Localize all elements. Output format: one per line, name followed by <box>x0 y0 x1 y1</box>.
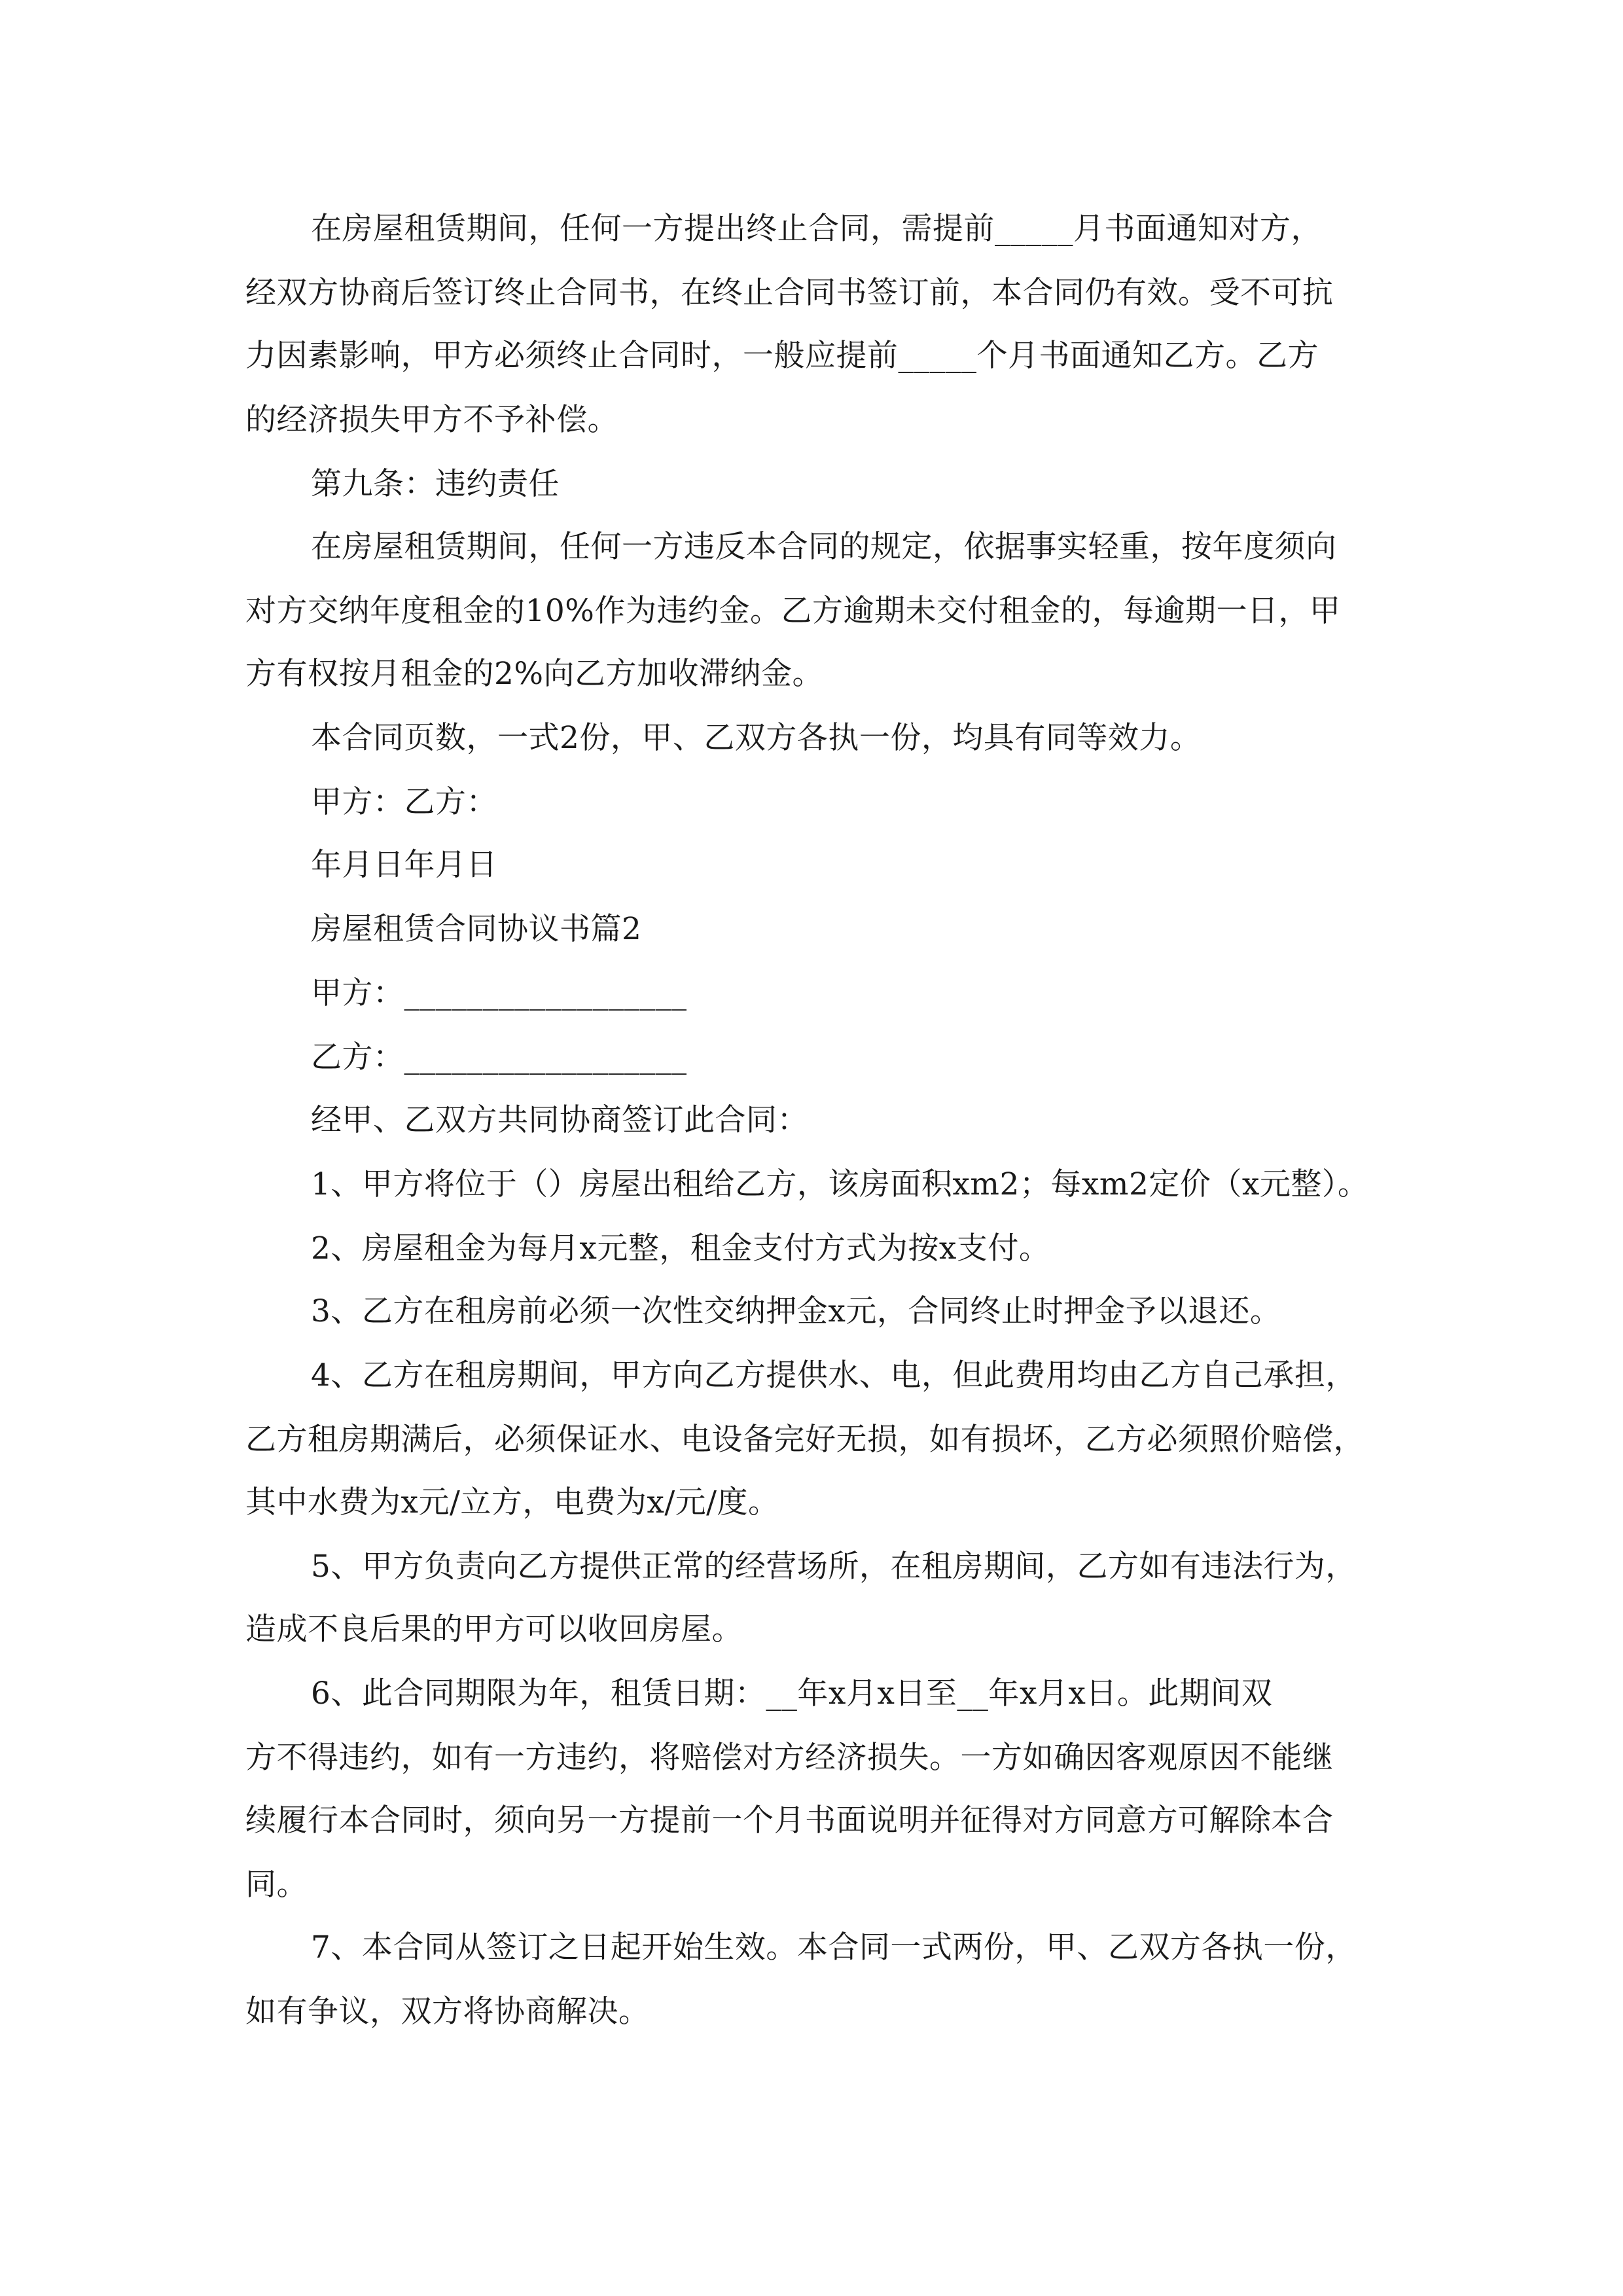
clause-line: 5、甲方负责向乙方提供正常的经营场所，在租房期间，乙方如有违法行为， <box>311 1549 1357 1585</box>
clause-line: 1、甲方将位于（）房屋出租给乙方，该房面积xm2；每xm2定价（x元整）。 <box>311 1166 1369 1202</box>
signature-parties: 甲方：乙方： <box>311 784 497 820</box>
clause-line: 如有争议，双方将协商解决。 <box>245 1994 650 2030</box>
clause-line: 3、乙方在租房前必须一次性交纳押金x元，合同终止时押金予以退还。 <box>311 1293 1281 1329</box>
section-heading: 第九条：违约责任 <box>311 466 560 502</box>
clause-line: 其中水费为x元/立方，电费为x/元/度。 <box>245 1484 779 1520</box>
signature-dates: 年月日年月日 <box>311 847 497 883</box>
party-a-field: 甲方：__________________ <box>311 975 687 1011</box>
paragraph-line: 力因素影响，甲方必须终止合同时，一般应提前_____个月书面通知乙方。乙方 <box>245 338 1319 374</box>
document-title: 房屋租赁合同协议书篇2 <box>311 911 642 947</box>
paragraph-line: 对方交纳年度租金的10%作为违约金。乙方逾期未交付租金的，每逾期一日，甲 <box>245 593 1341 629</box>
paragraph-line: 在房屋租赁期间，任何一方违反本合同的规定，依据事实轻重，按年度须向 <box>311 529 1337 565</box>
clause-line: 乙方租房期满后，必须保证水、电设备完好无损，如有损坏，乙方必须照价赔偿， <box>245 1422 1364 1458</box>
clause-line: 2、房屋租金为每月x元整，租金支付方式为按x支付。 <box>311 1230 1050 1266</box>
paragraph-line: 经甲、乙双方共同协商签订此合同： <box>311 1102 808 1138</box>
paragraph-line: 经双方协商后签订终止合同书，在终止合同书签订前，本合同仍有效。受不可抗 <box>245 275 1334 311</box>
paragraph-line: 本合同页数，一式2份，甲、乙双方各执一份，均具有同等效力。 <box>311 720 1202 756</box>
clause-line: 造成不良后果的甲方可以收回房屋。 <box>245 1611 743 1647</box>
clause-line: 4、乙方在租房期间，甲方向乙方提供水、电，但此费用均由乙方自己承担， <box>311 1357 1357 1393</box>
clause-line: 方不得违约，如有一方违约，将赔偿对方经济损失。一方如确因客观原因不能继 <box>245 1740 1334 1776</box>
clause-line: 6、此合同期限为年，租赁日期：__年x月x日至__年x月x日。此期间双 <box>311 1676 1273 1712</box>
clause-line: 7、本合同从签订之日起开始生效。本合同一式两份，甲、乙双方各执一份， <box>311 1929 1357 1965</box>
paragraph-line: 方有权按月租金的2%向乙方加收滞纳金。 <box>245 656 824 692</box>
paragraph-line: 的经济损失甲方不予补偿。 <box>245 402 618 438</box>
party-b-field: 乙方：__________________ <box>311 1039 687 1075</box>
paragraph-line: 在房屋租赁期间，任何一方提出终止合同，需提前_____月书面通知对方， <box>311 211 1322 247</box>
clause-line: 同。 <box>245 1867 308 1903</box>
clause-line: 续履行本合同时，须向另一方提前一个月书面说明并征得对方同意方可解除本合 <box>245 1803 1334 1839</box>
